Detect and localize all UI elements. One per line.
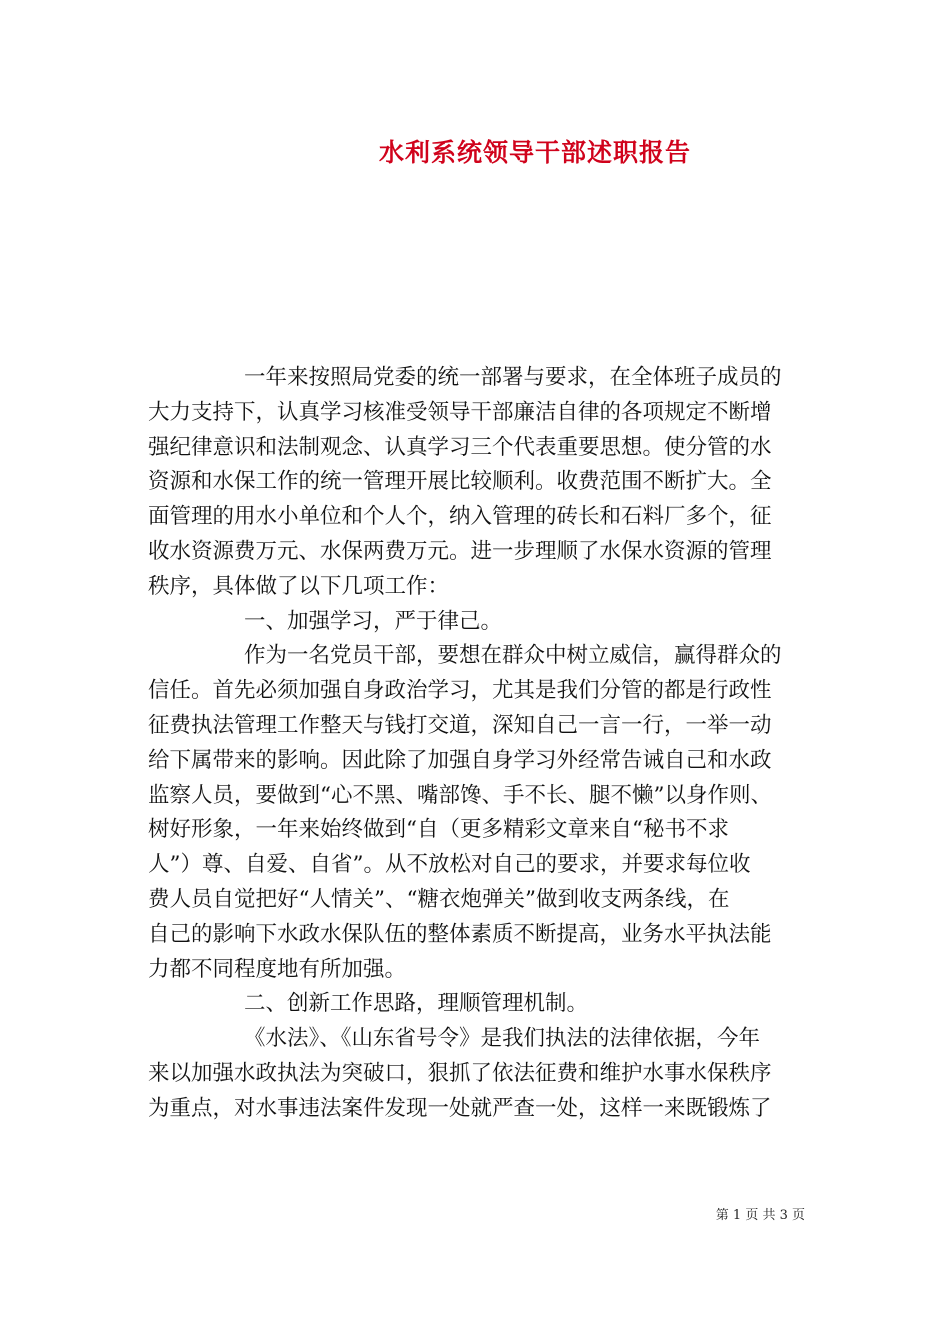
document-title: 水利系统领导干部述职报告 [378, 138, 691, 167]
body-line: 力都不同程度地有所加强。 [148, 956, 407, 982]
body-line: 征费执法管理工作整天与钱打交道，深知自己一言一行，一举一动 [148, 712, 772, 738]
body-line: 一年来按照局党委的统一部署与要求，在全体班子成员的 [244, 365, 782, 390]
body-line: 秩序，具体做了以下几项工作： [148, 573, 450, 599]
body-line: 给下属带来的影响。因此除了加强自身学习外经常告诫自己和水政 [148, 747, 772, 773]
document-body [148, 361, 808, 1127]
body-line: 监察人员，要做到“心不黑、嘴部馋、手不长、腿不懒”以身作则、 [148, 782, 772, 808]
body-line: 面管理的用水小单位和个人个，纳入管理的砖长和石料厂多个，征 [148, 504, 772, 530]
body-line: 二、创新工作思路，理顺管理机制。 [244, 991, 589, 1017]
body-line: 强纪律意识和法制观念、认真学习三个代表重要思想。使分管的水 [148, 434, 772, 460]
body-line: 树好形象，一年来始终做到“自（更多精彩文章来自“秘书不求 [148, 817, 729, 843]
body-line: 一、加强学习，严于律己。 [244, 608, 503, 634]
body-line: 来以加强水政执法为突破口，狠抓了依法征费和维护水事水保秩序 [148, 1060, 772, 1086]
body-line: 资源和水保工作的统一管理开展比较顺利。收费范围不断扩大。全 [148, 469, 772, 495]
body-line: 自己的影响下水政水保队伍的整体素质不断提高，业务水平执法能 [148, 921, 772, 947]
page-number: 第 1 页 共 3 页 [715, 1208, 805, 1223]
body-line: 人”）尊、自爱、自省”。从不放松对自己的要求，并要求每位收 [148, 852, 751, 878]
body-line: 为重点，对水事违法案件发现一处就严查一处，这样一来既锻炼了 [148, 1095, 772, 1121]
body-line: 信任。首先必须加强自身政治学习，尤其是我们分管的都是行政性 [148, 678, 772, 704]
body-line: 大力支持下，认真学习核准受领导干部廉洁自律的各项规定不断增 [148, 399, 772, 425]
body-line: 费人员自觉把好“人情关”、“糖衣炮弹关”做到收支两条线，在 [148, 886, 730, 912]
body-line: 收水资源费万元、水保两费万元。进一步理顺了水保水资源的管理 [148, 538, 772, 564]
body-line: 作为一名党员干部，要想在群众中树立威信，赢得群众的 [244, 643, 782, 669]
body-line: 《水法》、《山东省号令》是我们执法的法律依据，今年 [244, 1026, 761, 1052]
